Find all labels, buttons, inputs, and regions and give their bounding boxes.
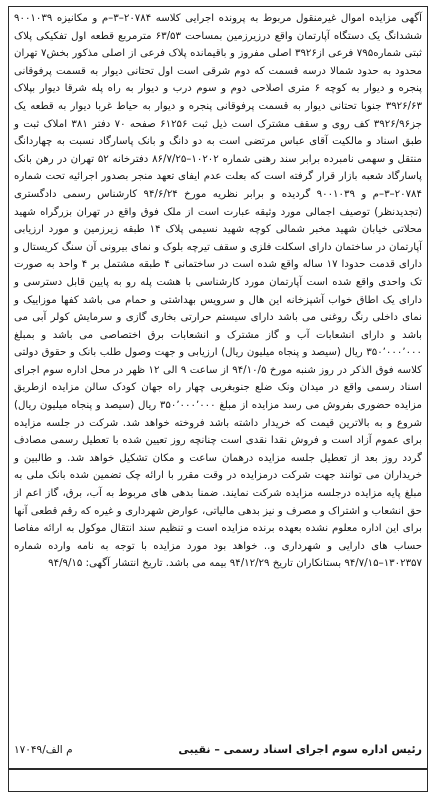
bottom-divider bbox=[9, 768, 427, 770]
footer-row bbox=[14, 742, 422, 758]
notice-footer bbox=[14, 742, 422, 758]
notice-body-text: آگهی مزایده اموال غیرمنقول مربوط به پرونده اجرایی کلاسه ۲۰۷۸۴–۳–م و مکانیزه ۹۰۰۱۰۳۹ ششدانگ یک دستگاه آپارتمان واقع درزیرزمین بمساحت ۶۳/۵۳ مترمربع قطعه اول تفکیکی پلاک ثبتی شماره۷۹۵ فرعی از۳۹۲۶ اصلی مفروز و باقیمانده پلاک فرعی از اصلی مذکور بخش۷ تهران محدود به حدود شمالا درسه قسمت که دوم شرقی است اول تحتانی دیوار به قسمت پرفوقانی پنجره و دیوار به کوچه ۶ متری اصلاحی دوم و سوم درب و دیوار به راه پله شرقا دیوار بپلاک ۳۹۲۶/۶۳ جنوبا تحتانی دیوار به قسمت پرفوقانی پنجره و دیوار به حیاط غربا دیوار به قطعه یک جز۳۹۲۶/۹۶ کف روی و سقف مشترک است ذیل ثبت ۶۱۲۵۶ صفحه ۷۰ دفتر ۳۸۱ املاک ثبت و طبق اسناد و مالکیت آقای عباس مرتضی است به دو دانگ و بانک پاسارگاد نسبت به چهاردانگ منتقل و سهمی نامبرده برابر سند رهنی شماره ۱۰۲۰۲–۸۶/۷/۲۵ دفترخانه ۵۲ تهران در رهن بانک پاسارگاد شعبه بازار قرار گرفته است که بعلت عدم ایفای تعهد منجر بصدور اجرائیه تحت شماره ۲۰۷۸۴–۳–م و ۹۰۰۱۰۳۹ گردیده و برابر نظریه مورخ ۹۴/۶/۲۴ کارشناس رسمی دادگستری (تجدیدنظر) توصیف اجمالی مورد وثیقه عبارت است از ملک فوق واقع در تهران بزرگراه شهید محلاتی خیابان شهید مخبر شمالی کوچه شهید نسیمی پلاک ۱۴ طبقه زیرزمین و مورد ارزیابی آپارتمان در ساختمان دارای اسکلت فلزی و سقف تیرچه بلوک و نمای بیرونی آن سنگ کریستال و دارای قدمت حدودا ۱۷ ساله واقع شده است در ساختمانی ۴ طبقه مشتمل بر ۴ واحد به صورت تک واحدی واقع شده است آپارتمان مورد کارشناسی با هشت پله رو به پایین قابل دسترسی و دارای یک اطاق خواب آشپزخانه این هال و سرویس بهداشتی و حمام می باشد کفها موزاییک و نمای داخلی رنگ روغنی می باشد دارای سیستم حرارتی بخاری گازی و سرمایش کولر آبی می باشد و دارای انشعابات آب و گاز مشترک و انشعابات برق اختصاصی می باشد و بمبلغ ۳۵۰٬۰۰۰٬۰۰۰ ریال (سیصد و پنجاه میلیون ریال) ارزیابی و جهت وصول طلب بانک و حقوق دولتی کلاسه فوق الذکر در روز شنبه مورخ ۹۴/۱۰/۵ از ساعت ۹ الی ۱۲ ظهر در محل اداره سوم اجرای اسناد رسمی واقع در میدان ونک ضلع جنوبغربی چهار راه جهان کودک سالن مزایده ازطریق مزایده حضوری بفروش می رسد مزایده از مبلغ ۳۵۰٬۰۰۰٬۰۰۰ ریال (سیصد و پنجاه میلیون ریال) شروع و به بالاترین قیمت که خریدار داشته باشد فروخته خواهد شد. شرکت در جلسه مزایده برای عموم آزاد است و فروش نقدا نقدی است چنانچه روز تعیین شده با تعطیل رسمی مصادف گردد روز بعد از تعطیل جلسه مزایده درهمان ساعت و مکان تشکیل خواهد شد. و طالبین و خریداران می توانند جهت شرکت درمزایده در وقت مقرر با ارائه چک تضمین شده بانک ملی به مبلغ پایه مزایده درجلسه مزایده شرکت نمایند. ضمنا بدهی های مربوط به آب، برق، گاز اعم از حق انشعاب و اشتراک و مصرف و نیز بدهی مالیاتی، عوارض شهرداری و غیره که رقم قطعی آنها برای این اداره معلوم نشده بعهده برنده مزایده است و تنظیم سند انتقال موکول به ارائه مفاصا حساب های دارایی و شهرداری و.. خواهد بود مورد مزایده با توجه به نامه وارده شماره ۱۳۰۲۳۵۷–۹۴/۷/۱۵ بستانکاران تاریخ ۹۴/۱۲/۲۹ بیمه می باشد. تاریخ انتشار آگهی: ۹۴/۹/۱۵ bbox=[14, 13, 423, 570]
signature-line: رئیس اداره سوم اجرای اسناد رسمی – نقیبی bbox=[178, 743, 422, 756]
auction-notice bbox=[8, 6, 428, 792]
reference-code: م الف/۱۷۰۴۹ bbox=[14, 744, 73, 756]
